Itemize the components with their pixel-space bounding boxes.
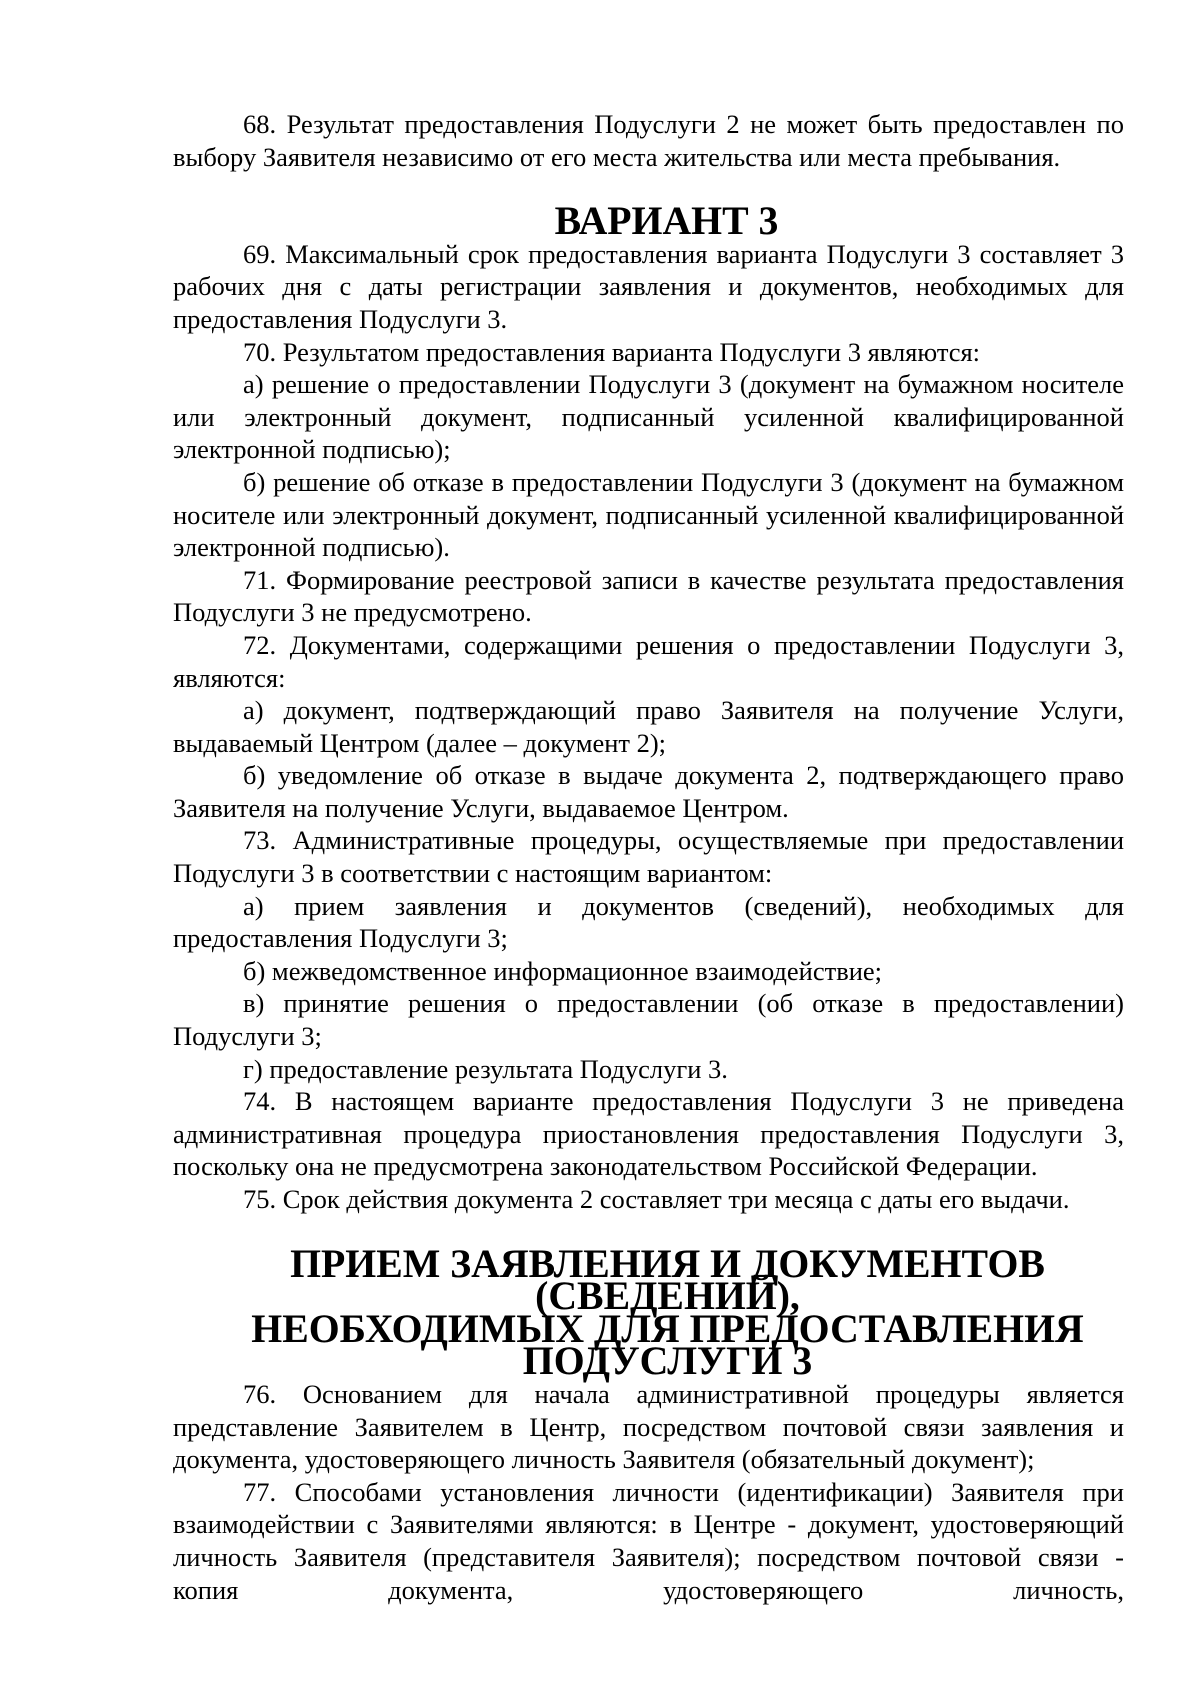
paragraph-73-a: а) прием заявления и документов (сведений), необходимых для предоставления Подуслуги 3; [173,890,1124,954]
paragraph-72-a: а) документ, подтверждающий право Заявителя на получение Услуги, выдаваемый Центром (далее – документ 2); [173,695,1124,758]
paragraph-73-g: г) предоставление результата Подуслуги 3. [243,1053,728,1084]
paragraph-72: 72. Документами, содержащими решения о предоставлении Подуслуги 3, являются: [173,629,1124,693]
paragraph-77: 77. Способами установления личности (идентификации) Заявителя при взаимодействии с Заявителями являются: в Центре - документ, удостоверяющий личность Заявителя (представителя Заявителя); посредством почтовой связи - копия документа, удостоверяющего личность, [173,1476,1124,1605]
paragraph-70-b: б) решение об отказе в предоставлении Подуслуги 3 (документ на бумажном носителе или электронный документ, подписанный усиленной квалифицированной электронной подписью). [173,466,1124,563]
paragraph-72-b: б) уведомление об отказе в выдаче документа 2, подтверждающего право Заявителя на получение Услуги, выдаваемое Центром. [173,760,1124,823]
paragraph-73: 73. Административные процедуры, осуществляемые при предоставлении Подуслуги 3 в соответствии с настоящим вариантом: [173,825,1124,889]
section-heading-variant-3 [173,199,1124,244]
heading-line: НЕОБХОДИМЫХ ДЛЯ ПРЕДОСТАВЛЕНИЯ ПОДУСЛУГИ 3 [251,1306,1084,1384]
paragraph-71: 71. Формирование реестровой записи в качестве результата предоставления Подуслуги 3 не предусмотрено. [173,564,1124,628]
paragraph-69: 69. Максимальный срок предоставления варианта Подуслуги 3 составляет 3 рабочих дня с даты регистрации заявления и документов, необходимых для предоставления Подуслуги 3. [173,238,1124,334]
paragraph-70-a: а) решение о предоставлении Подуслуги 3 (документ на бумажном носителе или электронный документ, подписанный усиленной квалифицированной электронной подписью); [173,369,1124,465]
section-heading-application-intake [173,1241,1124,1384]
paragraph-76: 76. Основанием для начала административной процедуры является представление Заявителем в Центр, посредством почтовой связи заявления и документа, удостоверяющего личность Заявителя (обязательный документ); [173,1378,1124,1475]
heading-line: ПРИЕМ ЗАЯВЛЕНИЯ И ДОКУМЕНТОВ (СВЕДЕНИЙ), [290,1241,1045,1319]
paragraph-68: 68. Результат предоставления Подуслуги 2 не может быть предоставлен по выбору Заявителя независимо от его места жительства или места пребывания. [173,109,1124,172]
heading-line: ВАРИАНТ 3 [554,199,779,244]
paragraph-73-v: в) принятие решения о предоставлении (об отказе в предоставлении) Подуслуги 3; [173,988,1124,1052]
paragraph-74: 74. В настоящем варианте предоставления Подуслуги 3 не приведена административная процедура приостановления предоставления Подуслуги 3, поскольку она не предусмотрена законодательством Российской Федерации. [173,1086,1124,1182]
paragraph-75: 75. Срок действия документа 2 составляет три месяца с даты его выдачи. [243,1184,1070,1214]
paragraph-70: 70. Результатом предоставления варианта Подуслуги 3 являются: [243,336,981,367]
paragraph-73-b: б) межведомственное информационное взаимодействие; [243,955,883,986]
